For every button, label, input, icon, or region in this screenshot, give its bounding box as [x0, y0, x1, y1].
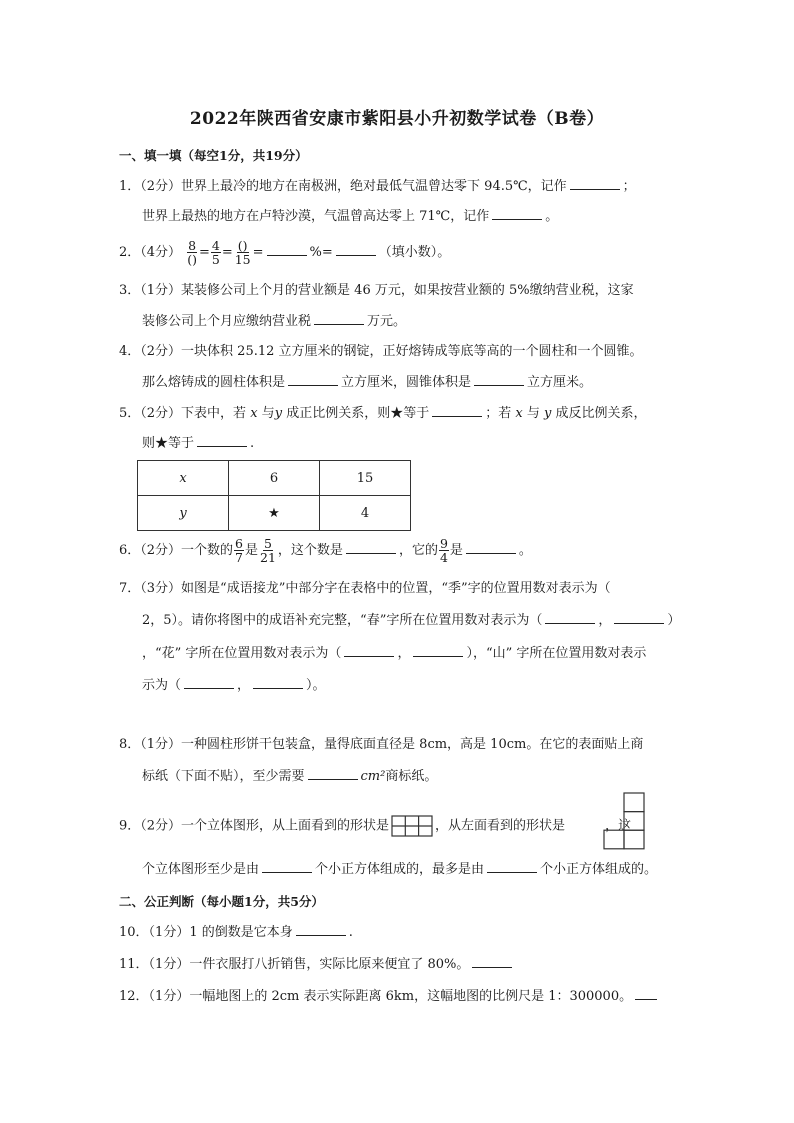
question-7-line-1: 7．（3分）如图是“成语接龙”中部分字在表格中的位置，“季”字的位置用数对表示为（: [119, 581, 611, 596]
question-10: 10．（1分）1 的倒数是它本身 .: [119, 925, 353, 940]
question-9-line-2: 个立体图形至少是由 个小正方体组成的，最多是由 个小正方体组成的。: [142, 862, 658, 877]
question-11: 11．（1分）一件衣服打八折销售，实际比原来便宜了 80%。: [119, 955, 515, 974]
answer-blank[interactable]: [472, 955, 512, 968]
answer-blank[interactable]: [635, 987, 657, 1000]
answer-blank[interactable]: [314, 312, 364, 325]
answer-blank[interactable]: [336, 243, 376, 256]
question-5-line-2: 则★等于 .: [142, 436, 255, 451]
fraction: $\frac{9}{4}$: [439, 536, 448, 565]
fraction: $\frac{6}{7}$: [235, 536, 243, 565]
question-5-line-1: 5．（2分）下表中，若 x 与y 成正比例关系，则★等于 ；若 x 与 y 成反比例关系，: [119, 406, 647, 421]
answer-blank[interactable]: [346, 541, 396, 554]
answer-blank[interactable]: [344, 644, 394, 657]
page-title: 2022年陕西省安康市紫阳县小升初数学试卷（B卷）: [189, 109, 605, 129]
table-cell: y: [138, 496, 229, 531]
question-2: 2．（4分） $\frac{8}{()}$ = $\frac{4}{5}$ = $\frac{()}{15}$ = %= （填小数）。: [119, 238, 451, 267]
question-4-line-2: 那么熔铸成的圆柱体积是 立方厘米，圆锥体积是 立方厘米。: [142, 375, 593, 390]
answer-blank[interactable]: [487, 860, 537, 873]
xy-table: [137, 460, 411, 531]
question-7-line-3: ，“花” 字所在位置用数对表示为（ ， ），“山” 字所在位置用数对表示: [142, 646, 647, 661]
section-heading-fill: 一、填一填（每空1分，共19分）: [119, 148, 308, 163]
section-heading-judge: 二、公正判断（每小题1分，共5分）: [119, 894, 324, 909]
answer-blank[interactable]: [253, 676, 303, 689]
question-1-line-2: 世界上最热的地方在卢特沙漠，气温曾高达零上 71℃，记作 。: [142, 209, 559, 224]
question-7-line-4: 示为（ ， ）。: [142, 678, 326, 693]
table-cell: x: [138, 461, 229, 496]
question-3-line-1: 3．（1分）某装修公司上个月的营业额是 46 万元，如果按营业额的 5%缴纳营业税，这家: [119, 283, 634, 298]
answer-blank[interactable]: [413, 644, 463, 657]
question-7-line-2: 2，5）。请你将图中的成语补充完整，“春”字所在位置用数对表示为（ ， ）: [142, 613, 681, 628]
table-row: [138, 496, 411, 531]
answer-blank[interactable]: [466, 541, 516, 554]
question-1-line-1: 1．（2分）世界上最冷的地方在南极洲，绝对最低气温曾达零下 94.5℃，记作 ；: [119, 179, 636, 194]
question-8-line-1: 8．（1分）一种圆柱形饼干包装盒，量得底面直径是 8cm，高是 10cm。在它的表面贴上商: [119, 737, 644, 752]
answer-blank[interactable]: [267, 243, 307, 256]
answer-blank[interactable]: [262, 860, 312, 873]
answer-blank[interactable]: [474, 373, 524, 386]
table-cell: 4: [320, 496, 411, 531]
answer-blank[interactable]: [308, 767, 358, 780]
answer-blank[interactable]: [570, 177, 620, 190]
answer-blank[interactable]: [432, 404, 482, 417]
table-cell: 15: [320, 461, 411, 496]
fraction: $\frac{4}{5}$: [211, 238, 220, 267]
table-cell: ★: [229, 496, 320, 531]
answer-blank[interactable]: [184, 676, 234, 689]
table-cell: 6: [229, 461, 320, 496]
question-9-line-1: 9．（2分）一个立体图形，从上面看到的形状是 ，从左面看到的形状是 ，这: [119, 815, 631, 837]
top-view-figure: [391, 815, 433, 837]
question-4-line-1: 4．（2分）一块体积 25.12 立方厘米的钢锭，正好熔铸成等底等高的一个圆柱和一个圆锥。: [119, 344, 643, 359]
question-6: 6．（2分）一个数的 $\frac{6}{7}$ 是 $\frac{5}{21}$ ，这个数是 ，它的 $\frac{9}{4}$ 是 。: [119, 536, 532, 565]
answer-blank[interactable]: [296, 923, 346, 936]
question-3-line-2: 装修公司上个月应缴纳营业税 万元。: [142, 314, 407, 329]
table-row: [138, 461, 411, 496]
fraction: $\frac{8}{()}$: [187, 238, 197, 267]
answer-blank[interactable]: [288, 373, 338, 386]
question-8-line-2: 标纸（下面不贴），至少需要 cm²商标纸。: [142, 769, 438, 784]
answer-blank[interactable]: [197, 434, 247, 447]
answer-blank[interactable]: [492, 207, 542, 220]
question-12: 12．（1分）一幅地图上的 2cm 表示实际距离 6km，这幅地图的比例尺是 1：300000。: [119, 987, 660, 1006]
left-view-figure: [603, 792, 645, 850]
answer-blank[interactable]: [545, 611, 595, 624]
answer-blank[interactable]: [614, 611, 664, 624]
fraction: $\frac{()}{15}$: [234, 238, 251, 267]
fraction: $\frac{5}{21}$: [260, 536, 276, 565]
